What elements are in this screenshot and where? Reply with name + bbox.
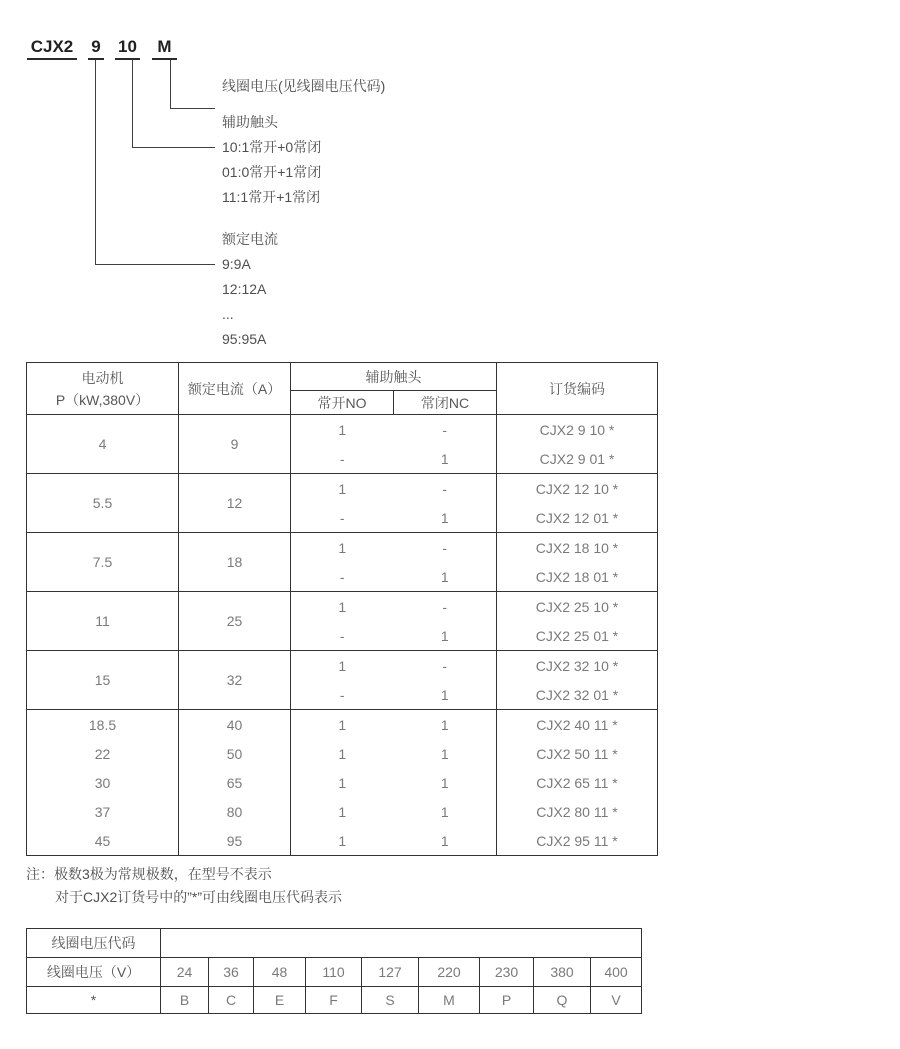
voltage-value: 220: [419, 958, 480, 987]
order-code: CJX2 12 10 *: [535, 480, 619, 497]
order-code: CJX2 65 11 *: [536, 774, 618, 791]
model-code-token-current: 9: [88, 36, 104, 60]
code-value: V: [591, 987, 642, 1014]
code-value: E: [254, 987, 306, 1014]
nc-value: 1: [440, 686, 449, 703]
nc-value: 1: [440, 627, 449, 644]
header-motor-power: [27, 363, 179, 415]
header-aux-contact: 辅助触头: [291, 363, 497, 391]
model-code-token-series: CJX2: [27, 36, 77, 60]
voltage-value: 230: [480, 958, 534, 987]
order-code-cell: [497, 415, 658, 474]
code-row: [27, 987, 642, 1014]
no-value: -: [339, 627, 345, 644]
voltage-value: 110: [306, 958, 362, 987]
order-code: CJX2 9 01 *: [539, 450, 615, 467]
nc-value: -: [442, 657, 448, 674]
connector-10-horizontal: [132, 147, 215, 148]
nc-value: -: [442, 539, 448, 556]
nc-value: -: [442, 421, 448, 438]
order-code-cell: [497, 474, 658, 533]
voltage-value: 127: [362, 958, 419, 987]
empty-cell: [161, 929, 642, 958]
voltage-value: 48: [254, 958, 306, 987]
table-row-group: [27, 651, 658, 710]
no-value: -: [339, 509, 345, 526]
no-value: 1: [338, 598, 347, 615]
table-header-row: [27, 363, 658, 391]
note-line-1: 注：极数3极为常规极数，在型号不表示: [26, 866, 272, 882]
no-value: -: [339, 568, 345, 585]
coil-voltage-label: 线圈电压(见线圈电压代码): [222, 78, 386, 94]
order-code-cell: [497, 592, 658, 651]
rated-current-title: 额定电流: [222, 231, 278, 247]
table-row-group: [27, 592, 658, 651]
no-value: 1: [338, 480, 347, 497]
no-value: 1: [338, 421, 347, 438]
power-cell: 11: [27, 592, 179, 651]
connector-m-vertical: [170, 60, 171, 108]
aux-option: 01:0常开+1常闭: [222, 164, 322, 180]
nc-value: 1: [440, 803, 449, 820]
current-cell: 12: [179, 474, 291, 533]
order-code: CJX2 32 10 *: [535, 657, 619, 674]
table-row-group: [27, 474, 658, 533]
nc-value: 1: [440, 774, 449, 791]
aux-cell: [291, 592, 497, 651]
header-motor-line1: 电动机: [81, 369, 124, 386]
model-code-token-voltage: M: [152, 36, 177, 60]
order-code: CJX2 18 01 *: [535, 568, 619, 585]
rated-current-option: 9:9A: [222, 256, 251, 272]
power-cell: 7.5: [27, 533, 179, 592]
table-row-group: [27, 533, 658, 592]
current-value: 65: [226, 774, 243, 791]
order-code-cell: [497, 651, 658, 710]
current-cell: 25: [179, 592, 291, 651]
power-cell: 15: [27, 651, 179, 710]
power-cell: 5.5: [27, 474, 179, 533]
voltage-table-title: 线圈电压代码: [27, 929, 161, 958]
code-value: P: [480, 987, 534, 1014]
rated-current-option: 12:12A: [222, 281, 267, 297]
coil-voltage-table: [26, 928, 642, 1014]
selection-table: [26, 362, 658, 856]
aux-option: 11:1常开+1常闭: [222, 189, 321, 205]
current-value: 80: [226, 803, 243, 820]
connector-m-horizontal: [170, 108, 215, 109]
voltage-value: 24: [161, 958, 209, 987]
code-value: B: [161, 987, 209, 1014]
code-value: C: [209, 987, 254, 1014]
header-order-code: 订货编码: [497, 363, 658, 415]
power-cell: [27, 710, 179, 856]
no-value: 1: [338, 716, 347, 733]
order-code: CJX2 25 10 *: [535, 598, 619, 615]
no-value: 1: [338, 745, 347, 762]
rated-current-option: 95:95A: [222, 331, 267, 347]
header-rated-current: 额定电流（A）: [179, 363, 291, 415]
connector-9-horizontal: [95, 264, 215, 265]
voltage-value: 36: [209, 958, 254, 987]
order-code: CJX2 40 11 *: [536, 716, 618, 733]
connector-9-vertical: [95, 60, 96, 264]
voltage-row-label: 线圈电压（V）: [27, 958, 161, 987]
nc-value: 1: [440, 509, 449, 526]
order-code: CJX2 95 11 *: [536, 832, 618, 849]
aux-cell: [291, 651, 497, 710]
voltage-value: 400: [591, 958, 642, 987]
power-cell: 4: [27, 415, 179, 474]
aux-cell: [291, 474, 497, 533]
order-code: CJX2 50 11 *: [536, 745, 618, 762]
nc-value: -: [442, 598, 448, 615]
no-value: 1: [338, 803, 347, 820]
nc-value: 1: [440, 568, 449, 585]
current-value: 40: [226, 716, 243, 733]
aux-cell: [291, 710, 497, 856]
power-value: 22: [94, 745, 111, 762]
no-value: 1: [338, 657, 347, 674]
header-motor-line2: P（kW,380V）: [55, 391, 150, 408]
table-row-group: [27, 415, 658, 474]
no-value: 1: [338, 539, 347, 556]
aux-contact-title: 辅助触头: [222, 114, 278, 130]
nc-value: 1: [440, 716, 449, 733]
current-cell: 9: [179, 415, 291, 474]
no-value: -: [339, 686, 345, 703]
order-code: CJX2 80 11 *: [536, 803, 618, 820]
code-value: Q: [534, 987, 591, 1014]
header-nc: 常闭NC: [394, 391, 497, 415]
rated-current-option: ...: [222, 306, 234, 322]
note-line-2: 对于CJX2订货号中的”*”可由线圈电压代码表示: [55, 889, 343, 905]
code-value: F: [306, 987, 362, 1014]
power-value: 45: [94, 832, 111, 849]
connector-10-vertical: [132, 60, 133, 147]
power-value: 18.5: [88, 716, 117, 733]
aux-option: 10:1常开+0常闭: [222, 139, 322, 155]
model-code-token-aux: 10: [115, 36, 140, 60]
order-code: CJX2 32 01 *: [535, 686, 619, 703]
voltage-table-title-row: [27, 929, 642, 958]
header-no: 常开NO: [291, 391, 394, 415]
current-cell: 18: [179, 533, 291, 592]
order-code-cell: [497, 533, 658, 592]
order-code: CJX2 25 01 *: [535, 627, 619, 644]
current-cell: 32: [179, 651, 291, 710]
aux-cell: [291, 415, 497, 474]
order-code: CJX2 18 10 *: [535, 539, 619, 556]
table-row-group: [27, 710, 658, 856]
current-value: 50: [226, 745, 243, 762]
aux-cell: [291, 533, 497, 592]
voltage-row: [27, 958, 642, 987]
code-row-label: *: [27, 987, 161, 1014]
order-code: CJX2 9 10 *: [539, 421, 615, 438]
nc-value: -: [442, 480, 448, 497]
order-code-cell: [497, 710, 658, 856]
power-value: 37: [94, 803, 111, 820]
nc-value: 1: [440, 450, 449, 467]
no-value: -: [339, 450, 345, 467]
code-value: S: [362, 987, 419, 1014]
no-value: 1: [338, 774, 347, 791]
current-cell: [179, 710, 291, 856]
voltage-value: 380: [534, 958, 591, 987]
no-value: 1: [338, 832, 347, 849]
code-value: M: [419, 987, 480, 1014]
current-value: 95: [226, 832, 243, 849]
order-code: CJX2 12 01 *: [535, 509, 619, 526]
nc-value: 1: [440, 745, 449, 762]
nc-value: 1: [440, 832, 449, 849]
power-value: 30: [94, 774, 111, 791]
